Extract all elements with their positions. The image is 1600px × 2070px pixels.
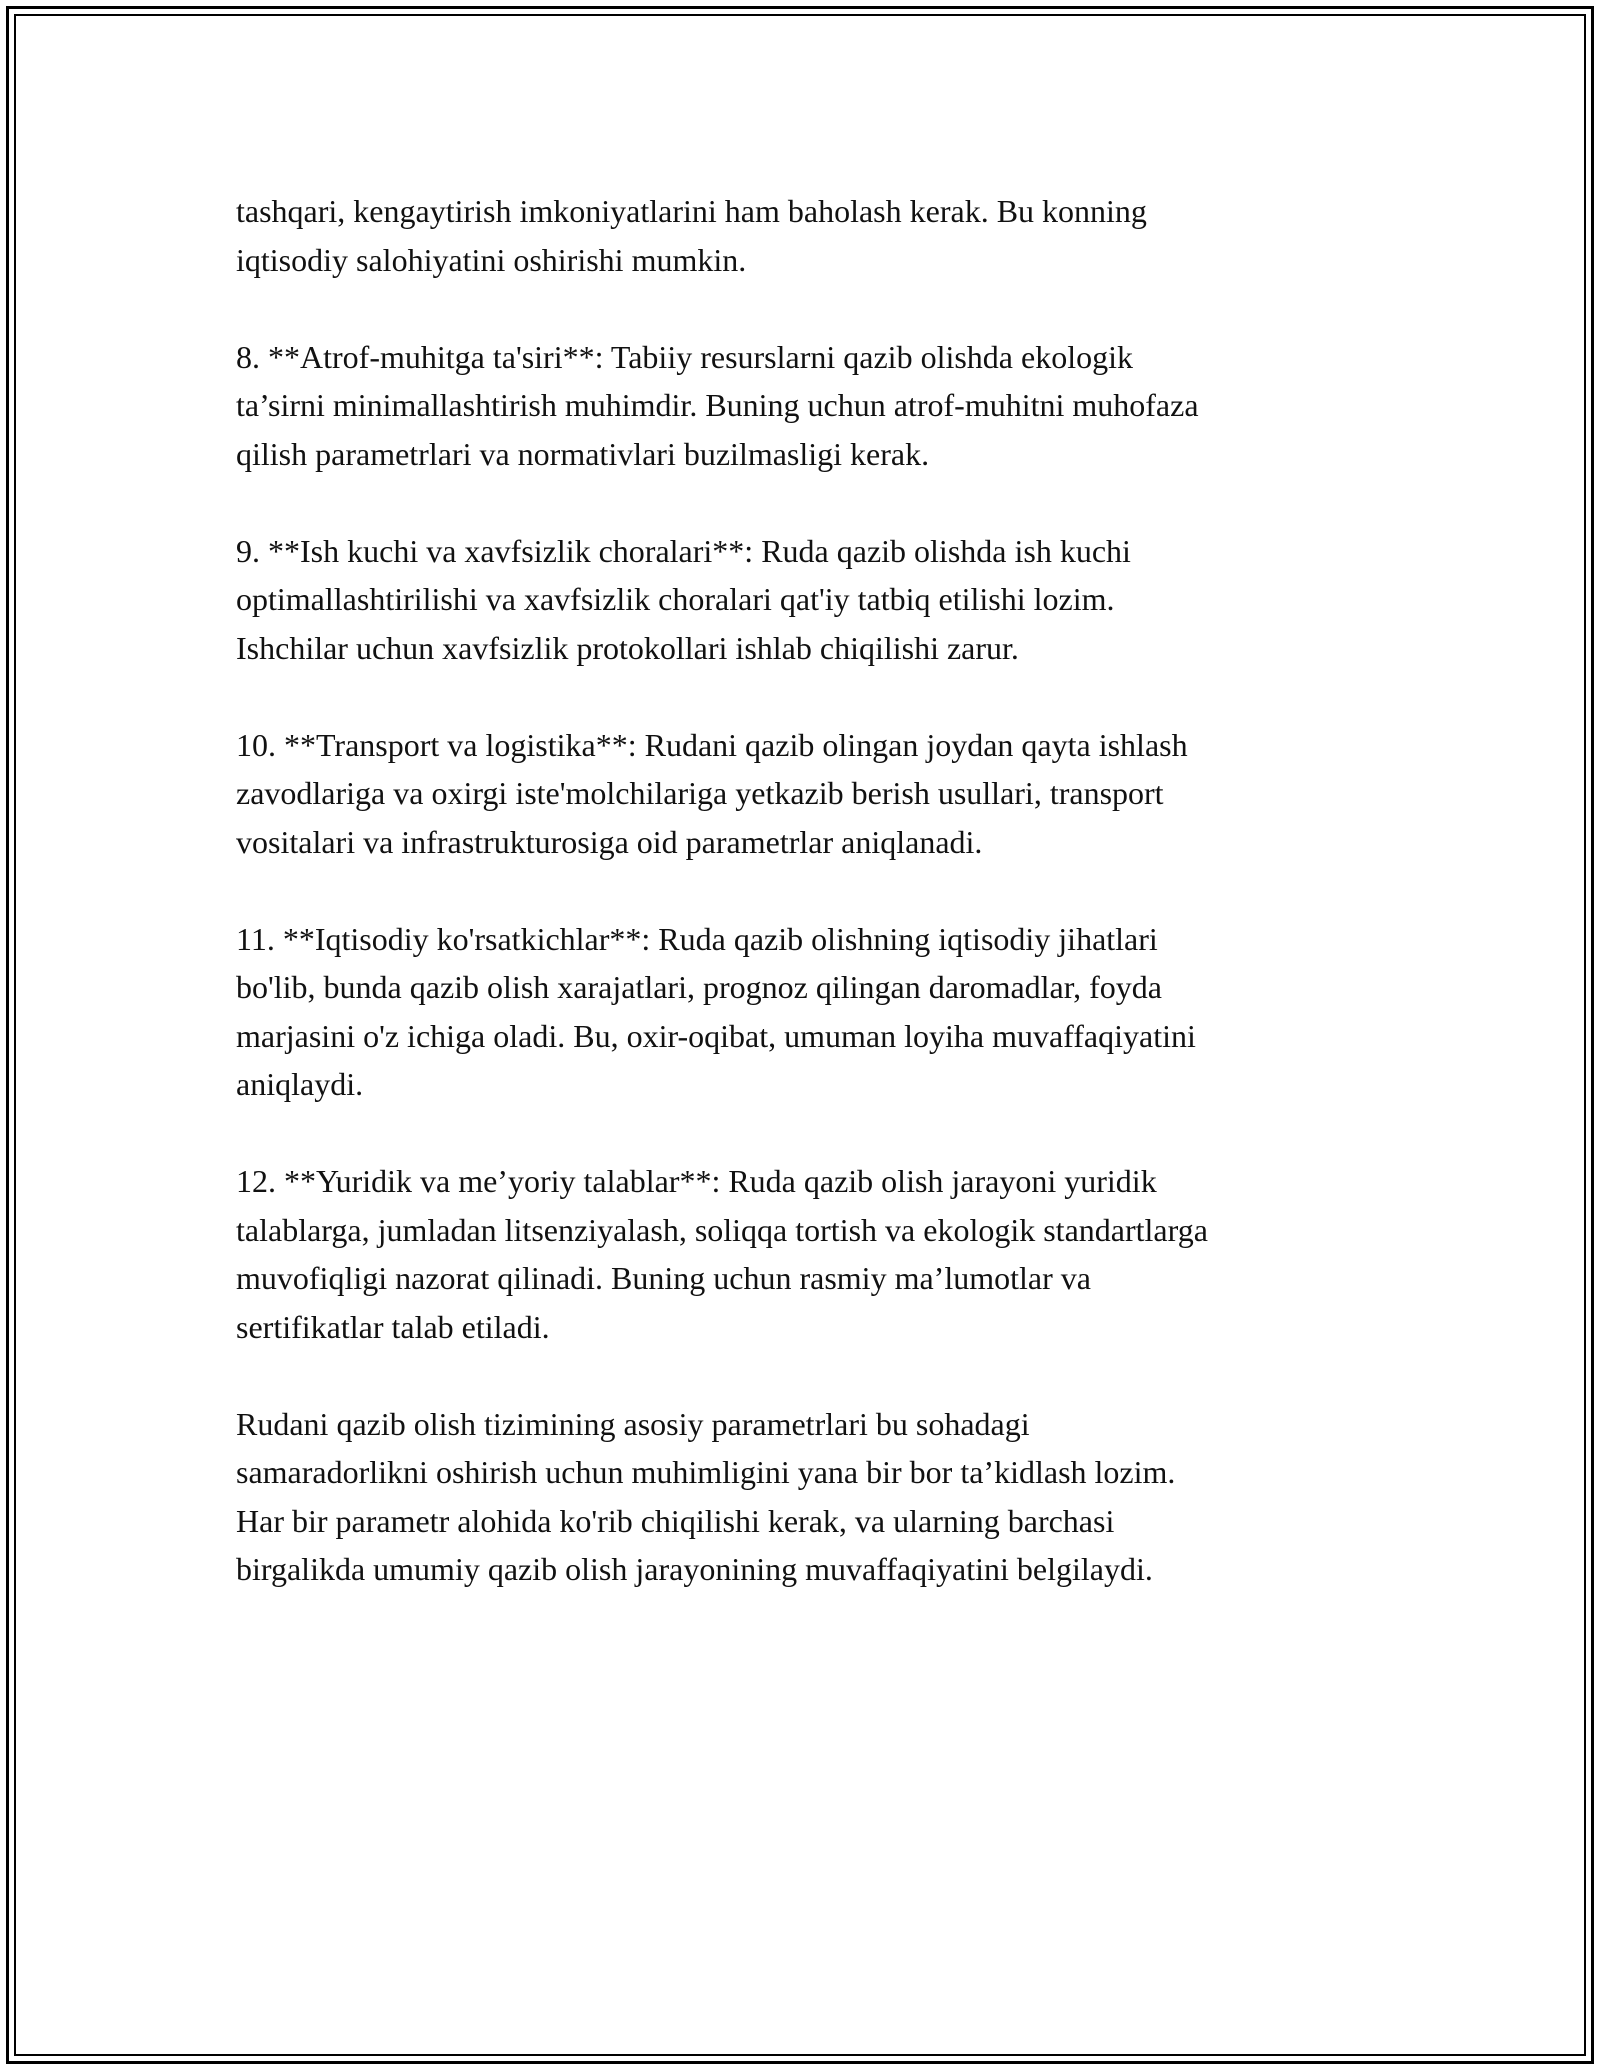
text-line: samaradorlikni oshirish uchun muhimligini yana bir bor ta’kidlash lozim.	[236, 1454, 1176, 1490]
text-line: Har bir parametr alohida ko'rib chiqilishi kerak, va ularning barchasi	[236, 1502, 1115, 1539]
text-line: 12. **Yuridik va me’yoriy talablar**: Ruda qazib olish jarayoni yuridik	[236, 1163, 1157, 1199]
text-line: aniqlaydi.	[236, 1066, 364, 1102]
text-line: qilish parametrlari va normativlari buzilmasligi kerak.	[236, 435, 930, 472]
text-line: iqtisodiy salohiyatini oshirishi mumkin.	[236, 241, 747, 278]
text-line: tashqari, kengaytirish imkoniyatlarini ham baholash kerak. Bu konning	[236, 193, 1147, 229]
text-line: Ishchilar uchun xavfsizlik protokollari ishlab chiqilishi zarur.	[236, 629, 1019, 666]
text-line: vositalari va infrastrukturosiga oid parametrlar aniqlanadi.	[236, 823, 983, 860]
text-line: talablarga, jumladan litsenziyalash, soliqqa tortish va ekologik standartlarga	[236, 1211, 1208, 1248]
paragraph-item-9	[236, 527, 1366, 673]
text-line: zavodlariga va oxirgi iste'molchilariga yetkazib berish usullari, transport	[236, 775, 1164, 811]
text-line: muvofiqligi nazorat qilinadi. Buning uchun rasmiy ma’lumotlar va	[236, 1260, 1091, 1296]
text-line: bo'lib, bunda qazib olish xarajatlari, prognoz qilingan daromadlar, foyda	[236, 969, 1162, 1005]
paragraph-continuation	[236, 187, 1366, 284]
text-line: birgalikda umumiy qazib olish jarayonining muvaffaqiyatini belgilaydi.	[236, 1551, 1153, 1587]
text-line: 10. **Transport va logistika**: Rudani qazib olingan joydan qayta ishlash	[236, 726, 1188, 763]
paragraph-item-12	[236, 1157, 1366, 1351]
text-line: sertifikatlar talab etiladi.	[236, 1308, 550, 1345]
text-line: Rudani qazib olish tizimining asosiy parametrlari bu sohadagi	[236, 1405, 1030, 1442]
paragraph-item-8	[236, 333, 1366, 479]
document-body	[236, 187, 1366, 1642]
text-line: 11. **Iqtisodiy ko'rsatkichlar**: Ruda qazib olishning iqtisodiy jihatlari	[236, 920, 1158, 957]
text-line: 8. **Atrof-muhitga ta'siri**: Tabiiy resurslarni qazib olishda ekologik	[236, 338, 1133, 375]
paragraph-item-10	[236, 721, 1366, 867]
text-line: 9. **Ish kuchi va xavfsizlik choralari**: Ruda qazib olishda ish kuchi	[236, 532, 1131, 569]
text-line: marjasini o'z ichiga oladi. Bu, oxir-oqibat, umuman loyiha muvaffaqiyatini	[236, 1017, 1196, 1054]
paragraph-item-11	[236, 915, 1366, 1109]
text-line: ta’sirni minimallashtirish muhimdir. Buning uchun atrof-muhitni muhofaza	[236, 387, 1199, 423]
text-line: optimallashtirilishi va xavfsizlik choralari qat'iy tatbiq etilishi lozim.	[236, 581, 1115, 617]
paragraph-conclusion	[236, 1400, 1366, 1594]
